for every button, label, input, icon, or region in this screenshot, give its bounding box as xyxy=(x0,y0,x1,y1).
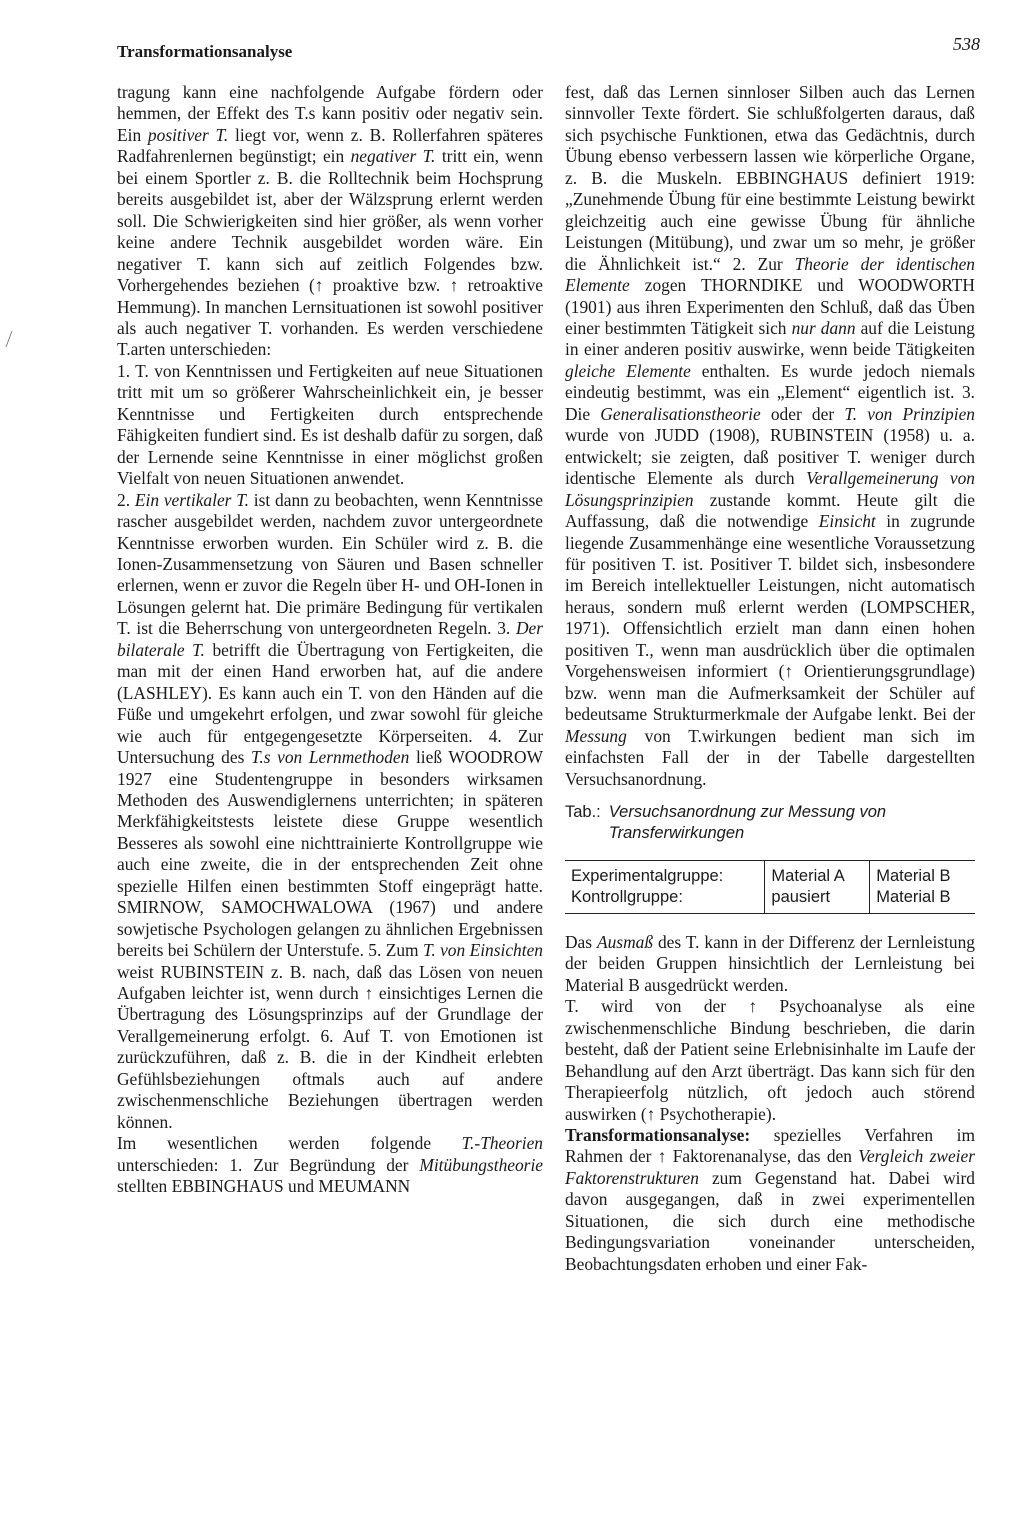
emphasis: Verallgemeinerung von Lösungsprinzipien xyxy=(565,468,975,510)
text-run: tragung kann eine nachfolgende Aufgabe fördern oder hemmen, der Effekt des T.s kann positiv oder negativ sein. Ein xyxy=(117,82,543,145)
text-run: fest, daß das Lernen sinnloser Silben auch das Lernen sinnvoller Texte fördert. Sie schlußfolgerten daraus, daß sich psychische Funktionen, etwa das Gedächtnis, durch Übung ebenso verbessern lassen wie körperliche Organe, z. B. die Muskeln. EBBINGHAUS definiert 1919: „Zunehmende Übung für eine bestimmte Leistung bewirkt gleichzeitig auch eine gewisse Übung für ähnliche Leistungen (Mitübung), und zwar um so mehr, je größer die Ähnlichkeit ist.“ 2. Zur xyxy=(565,82,975,274)
cell-line: Material A xyxy=(771,866,845,885)
emphasis: Mitübungstheorie xyxy=(419,1154,543,1175)
text-run: oder der xyxy=(760,403,845,424)
emphasis: Der bilaterale T. xyxy=(117,618,543,660)
text-run: spezielles Verfahren im Rahmen der ↑ Faktorenanalyse, das den xyxy=(565,1125,975,1167)
table-caption-label: Tab.: xyxy=(565,802,601,821)
text-run: des T. kann in der Differenz der Lernleistung der beiden Gruppen hinsichtlich der Lernleistung bei Material B ausgedrückt werden. xyxy=(565,931,975,995)
text-run: ließ WOODROW 1927 eine Studentengruppe in besonders wirksamen Methoden des Auswendiglernens unterrichten; in späteren Merkfähigkeitstests leistete diese Gruppe wesentlich Besseres als sowohl eine nichttrainierte Kontrollgruppe wie auch eine zweite, die in der entsprechenden Zeit ohne spezielle Hilfen einen bestimmten Stoff eingeprägt hatte. SMIRNOW, SAMOCHWALOWA (1967) und andere sowjetische Psychologen gelangen zu ähnlichen Ergebnissen bereits bei Schülern der Unterstufe. 5. Zum xyxy=(117,747,544,961)
text-run: enthalten. Es wurde jedoch niemals eindeutig bestimmt, was ein „Element“ eigentlich ist. 3. Die xyxy=(565,360,975,424)
emphasis: T. von Prinzipien xyxy=(844,403,975,424)
text-run: ist dann zu beobachten, wenn Kenntnisse rascher ausgebildet werden, nachdem zuvor untergeordnete Kenntnisse erworben wurden. Ein Schüler wird z. B. die Ionen-Zusammensetzung von Säuren und Basen schneller erlernen, wenn er zuvor die Regeln über H- und OH-Ionen in Lösungen gelernt hat. Die primäre Bedingung für vertikalen T. ist die Beherrschung von untergeordneten Regeln. 3. xyxy=(117,489,543,639)
text-run: zogen THORNDIKE und WOODWORTH (1901) aus ihren Experimenten den Schluß, daß das Üben einer bestimmten Tätigkeit sich xyxy=(565,275,975,338)
left-column xyxy=(117,82,543,1198)
text-run: von T.wirkungen bedient man sich im einfachsten Fall der in der Tabelle dargestellten Versuchsanordnung. xyxy=(565,725,975,789)
emphasis: T.s von Lernmethoden xyxy=(251,747,410,768)
text-run: in zugrunde liegende Zusammenhänge eine wesentliche Voraussetzung für positiven T. ist. Positiver T. bildet sich, insbesondere im Bereich intellektueller Leistungen, nicht automatisch heraus, sondern muß erlernt werden (LOMPSCHER, 1971). Offensichtlich erzielt man dann einen hohen positiven T., wenn man ausdrücklich über die optimalen Vorgehensweisen informiert (↑ Orientierungsgrundlage) bzw. wenn man die Aufmerksamkeit der Schüler auf bedeutsame Strukturmerkmale der Aufgabe lenkt. Bei der xyxy=(565,511,976,725)
emphasis: Generalisationstheorie xyxy=(600,403,761,424)
emphasis: Ausmaß xyxy=(596,931,654,952)
table-cell-phase-2 xyxy=(870,860,975,913)
emphasis: Messung xyxy=(565,725,627,746)
paragraph-transfer-theories xyxy=(117,1133,543,1197)
paragraph-psychoanalysis: T. wird von der ↑ Psychoanalyse als eine zwischenmenschliche Bindung beschrieben, die darin besteht, daß der Patient seine Erlebnisinhalte im Laufe der Behandlung auf den Arzt überträgt. Das kann sich für den Therapieerfolg nützlich, oft jedoch auch störend auswirken (↑ Psychotherapie). xyxy=(565,996,975,1124)
emphasis: negativer T. xyxy=(350,146,436,167)
emphasis: nur dann xyxy=(791,317,856,338)
margin-pencil-mark xyxy=(4,330,14,348)
emphasis: T. von Einsichten xyxy=(422,940,543,961)
paragraph-transfer-measure xyxy=(565,932,975,996)
text-run: betrifft die Übertragung von Fertigkeiten, die man mit der einen Hand erworben hat, auf die andere (LASHLEY). Es kann auch ein T. von den Händen auf die Füße und umgekehrt erfolgen, und zwar sowohl für gleiche wie auch für entgegengesetzte Körperseiten. 4. Zur Untersuchung des xyxy=(117,639,543,768)
entry-term: Transformationsanalyse: xyxy=(565,1125,751,1146)
text-run: zum Gegenstand hat. Dabei wird davon ausgegangen, daß in zwei experimentellen Situationen, die sich durch eine methodische Bedingungsvariation voneinander unterscheiden, Beobachtungsdaten erhoben und einer Fak- xyxy=(565,1167,975,1274)
text-run: wurde von JUDD (1908), RUBINSTEIN (1958) u. a. entwickelt; sie zeigten, daß positiver T. weniger durch identische Elemente als durch xyxy=(565,425,975,489)
text-run: Das xyxy=(565,931,597,952)
paragraph-transfer-type-1: 1. T. von Kenntnissen und Fertigkeiten auf neue Situationen tritt mit um so größerer Wahrscheinlichkeit ein, je besser Kenntnisse und Fertigkeiten durch entsprechende Fähigkeiten fundiert sind. Es ist deshalb dafür zu sorgen, daß der Lernende seine Kenntnisse in einer möglichst großen Vielfalt von neuen Situationen anwendet. xyxy=(117,360,543,489)
right-column xyxy=(565,82,975,1275)
running-title: Transformationsanalyse xyxy=(117,42,293,61)
text-run: auf die Leistung in einer anderen positiv auswirke, wenn beide Tätigkeiten xyxy=(565,317,975,360)
text-run: unterschieden: 1. Zur Begründung der xyxy=(117,1154,420,1175)
paragraph-transfer-effect xyxy=(117,82,543,361)
emphasis: Vergleich zweier Faktorenstrukturen xyxy=(565,1146,975,1188)
table-cell-groups xyxy=(565,860,765,913)
emphasis: T.-Theorien xyxy=(461,1133,543,1154)
cell-line: Material B xyxy=(876,866,951,885)
table-caption-text: Versuchsanordnung zur Messung von Transferwirkungen xyxy=(608,802,887,842)
cell-line: Kontrollgruppe: xyxy=(571,887,683,906)
cell-line: Experimentalgruppe: xyxy=(571,866,724,885)
paragraph-theories-continued xyxy=(565,82,975,790)
text-run: Im wesentlichen werden folgende xyxy=(117,1133,462,1154)
text-run: weist RUBINSTEIN z. B. nach, daß das Lösen von neuen Aufgaben leichter ist, wenn durch ↑ einsichtiges Lernen die Übertragung des Lösungsprinzips auf der Grundlage der Verallgemeinerung erfolgt. 6. Auf T. von Emotionen ist zurückzuführen, daß z. B. die in der Kindheit erlebten Gefühlsbeziehungen oftmals auch auf andere zwischenmenschliche Beziehungen übertragen werden können. xyxy=(117,961,543,1132)
table-cell-phase-1 xyxy=(765,860,870,913)
cell-line: pausiert xyxy=(771,887,831,906)
experiment-design-table xyxy=(565,860,975,914)
page-number: 538 xyxy=(953,34,980,54)
text-run: liegt vor, wenn z. B. Rollerfahren späteres Radfahrenlernen begünstigt; ein xyxy=(117,124,543,167)
paragraph-transfer-types-2-6 xyxy=(117,490,543,1134)
emphasis: gleiche Elemente xyxy=(565,360,691,381)
text-run: stellten EBBINGHAUS und MEUMANN xyxy=(117,1176,411,1197)
text-run: tritt ein, wenn bei einem Sportler z. B. die Rolltechnik beim Hochsprung bereits ausgebildet ist, aber der Wälzsprung erlernt werden soll. Die Schwierigkeiten sind hier größer, als wenn vorher keine andere Technik ausgebildet worden wäre. Ein negativer T. kann sich auf zeitlich Folgendes bzw. Vorhergehendes beziehen (↑ proaktive bzw. ↑ retroaktive Hemmung). In manchen Lernsituationen ist sowohl positiver als auch negativer T. vorhanden. Es werden verschiedene T.arten unterschieden: xyxy=(117,146,543,360)
text-run: 2. xyxy=(117,489,135,510)
cell-line: Material B xyxy=(876,887,951,906)
emphasis: Einsicht xyxy=(818,511,876,532)
text-run: zustande kommt. Heute gilt die Auffassung, daß die notwendige xyxy=(565,489,975,532)
table-caption xyxy=(565,802,975,844)
emphasis: Ein vertikaler T. xyxy=(134,489,249,510)
emphasis: Theorie der identischen Elemente xyxy=(565,253,975,296)
emphasis: positiver T. xyxy=(147,124,229,145)
table-row xyxy=(565,860,975,913)
entry-transformationsanalyse xyxy=(565,1125,975,1275)
